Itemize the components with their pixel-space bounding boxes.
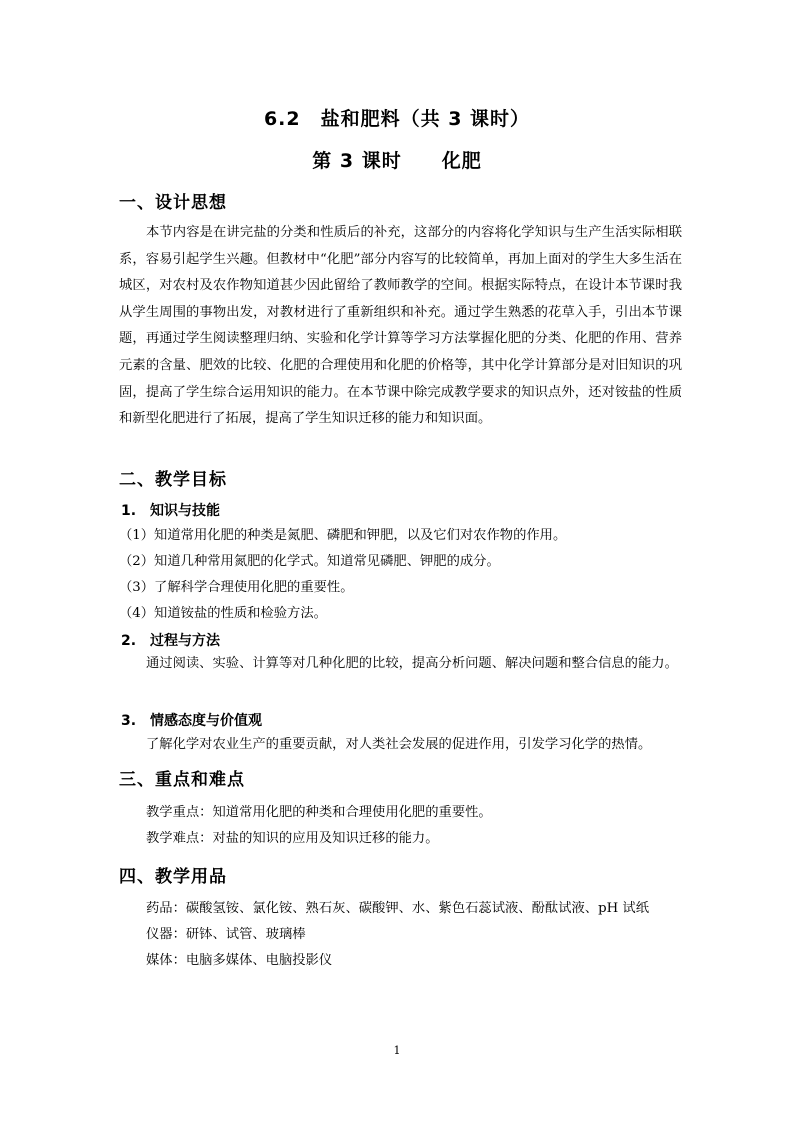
teaching-focus: 教学重点：知道常用化肥的种类和合理使用化肥的重要性。 [146, 805, 492, 820]
knowledge-item: （3）了解科学合理使用化肥的重要性。 [119, 580, 354, 595]
knowledge-item: （1）知道常用化肥的种类是氮肥、磷肥和钾肥，以及它们对农作物的作用。 [119, 528, 567, 543]
materials-media: 媒体：电脑多媒体、电脑投影仪 [146, 953, 333, 968]
section-heading-design: 一、设计思想 [119, 193, 227, 213]
lesson-subtitle: 第 3 课时 化肥 [312, 150, 482, 172]
subheading-attitude: 3. 情感态度与价值观 [121, 713, 263, 729]
teaching-difficulty: 教学难点：对盐的知识的应用及知识迁移的能力。 [146, 831, 439, 846]
materials-instruments: 仪器：研钵、试管、玻璃棒 [146, 927, 306, 942]
materials-drugs: 药品：碳酸氢铵、氯化铵、熟石灰、碳酸钾、水、紫色石蕊试液、酚酞试液、pH 试纸 [146, 901, 650, 916]
subheading-knowledge: 1. 知识与技能 [121, 503, 221, 519]
section-heading-materials: 四、教学用品 [119, 867, 227, 887]
knowledge-item: （4）知道铵盐的性质和检验方法。 [119, 606, 327, 621]
design-paragraph: 本节内容是在讲完盐的分类和性质后的补充，这部分的内容将化学知识与生产生活实际相联系，容易引起学生兴趣。但教材中“化肥”部分内容写的比较简单，再加上面对的学生大多生活在城区，对农村及农作物知道甚少因此留给了教师教学的空间。根据实际特点，在设计本节课时我从学生周围的事物出发，对教材进行了重新组织和补充。通过学生熟悉的花草入手，引出本节课题，再通过学生阅读整理归纳、实验和化学计算等学习方法掌握化肥的分类、化肥的作用、营养元素的含量、肥效的比较、化肥的合理使用和化肥的价格等，其中化学计算部分是对旧知识的巩固，提高了学生综合运用知识的能力。在本节课中除完成教学要求的知识点外，还对铵盐的性质和新型化肥进行了拓展，提高了学生知识迁移的能力和知识面。 [119, 225, 682, 427]
section-heading-goals: 二、教学目标 [119, 470, 227, 490]
page-number: 1 [393, 1044, 401, 1057]
knowledge-item: （2）知道几种常用氮肥的化学式。知道常见磷肥、钾肥的成分。 [119, 554, 500, 569]
attitude-text: 了解化学对农业生产的重要贡献，对人类社会发展的促进作用，引发学习化学的热情。 [146, 737, 652, 752]
process-paragraph: 通过阅读、实验、计算等对几种化肥的比较，提高分析问题、解决问题和整合信息的能力。 [146, 656, 678, 671]
subheading-process: 2. 过程与方法 [121, 633, 221, 649]
section-heading-keypoints: 三、重点和难点 [119, 770, 245, 790]
document-title: 6.2 盐和肥料（共 3 课时） [263, 108, 531, 130]
